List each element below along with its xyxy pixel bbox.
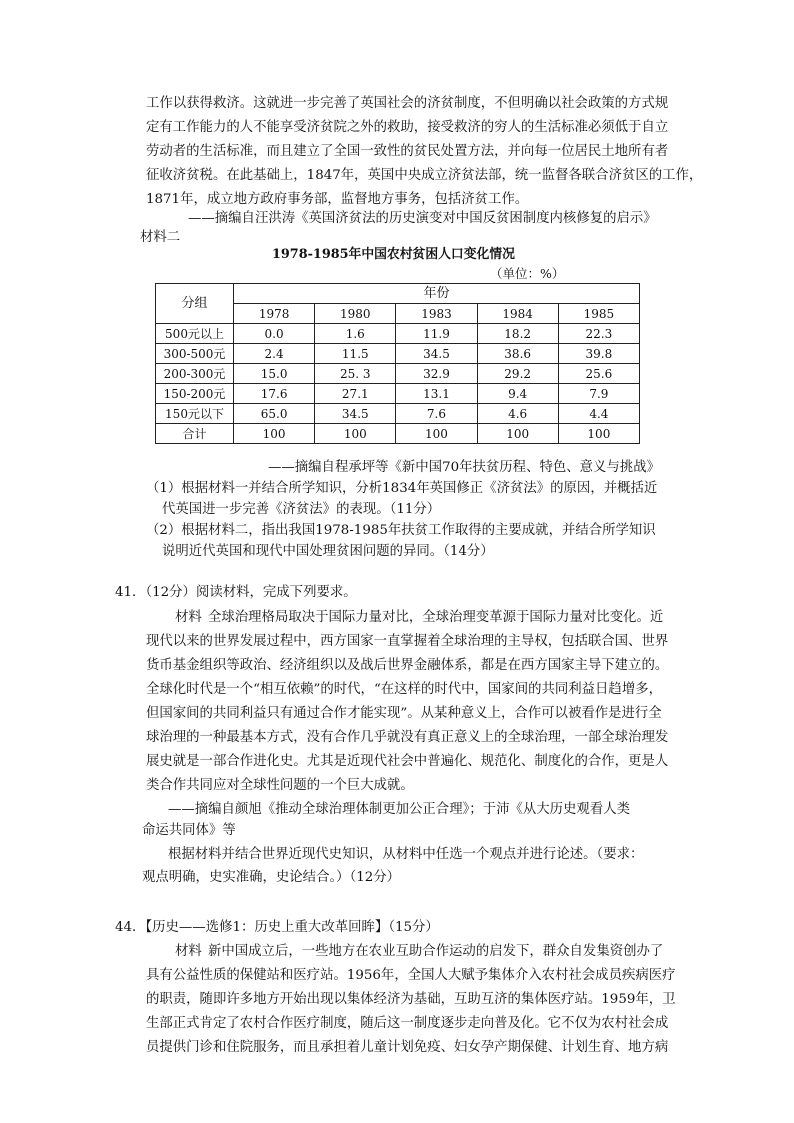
table-row: [156, 364, 640, 384]
group-cell: 300-500元: [156, 344, 234, 364]
material1-line: 1871年，成立地方政府事务部，监督地方事务，包括济贫工作。: [146, 192, 529, 207]
q41-line: 全球化时代是一个“相互依赖”的时代，“在这样的时代中，国家间的共同利益日趋增多，: [146, 682, 662, 697]
table-row: [156, 324, 640, 344]
value-cell: 9.4: [477, 384, 558, 404]
q44-line: 新中国成立后，一些地方在农业互助合作运动的启发下，群众自发集资创办了: [208, 944, 664, 959]
value-cell: 27.1: [315, 384, 396, 404]
q44-line: 具有公益性质的保健站和医疗站。1956年，全国人大赋予集体介入农村社会成员疾病医疗: [146, 968, 676, 983]
material1-line: 工作以获得救济。这就进一步完善了英国社会的济贫制度，不但明确以社会政策的方式规: [146, 96, 669, 111]
group-cell: 200-300元: [156, 364, 234, 384]
q41-line: 球治理的一种最基本方式，没有合作几乎就没有真正意义上的全球治理，一部全球治理发: [146, 730, 669, 745]
material2-source: ——摘编自程承坪等《新中国70年扶贫历程、特色、意义与挑战》: [268, 460, 660, 475]
value-cell: 39.8: [558, 344, 639, 364]
material1-line: 征收济贫税。在此基础上，1847年，英国中央成立济贫法部，统一监督各联合济贫区的工作，: [146, 168, 703, 183]
question-2-line1: （2）根据材料二，指出我国1978-1985年扶贫工作取得的主要成就，并结合所学知识: [146, 523, 656, 538]
group-cell: 150元以下: [156, 404, 234, 424]
value-cell: 100: [558, 424, 639, 444]
q41-source: 命运共同体》等: [142, 823, 236, 838]
value-cell: 38.6: [477, 344, 558, 364]
table-row: [156, 404, 640, 424]
q44-line: 生部正式肯定了农村合作医疗制度，随后这一制度逐步走向普及化。它不仅为农村社会成: [146, 1016, 669, 1031]
value-cell: 34.5: [315, 404, 396, 424]
value-cell: 25.6: [558, 364, 639, 384]
value-cell: 15.0: [234, 364, 315, 384]
q44-material-label: 材料: [175, 944, 202, 959]
value-cell: 11.9: [396, 324, 477, 344]
table-title: 1978-1985年中国农村贫困人口变化情况: [272, 247, 515, 262]
value-cell: 18.2: [477, 324, 558, 344]
q41-line: 货币基金组织等政治、经济组织以及战后世界金融体系，都是在西方国家主导下建立的。: [146, 658, 669, 673]
q41-task: 根据材料并结合世界近现代史知识，从材料中任选一个观点并进行论述。（要求：: [168, 847, 644, 862]
value-cell: 2.4: [234, 344, 315, 364]
value-cell: 13.1: [396, 384, 477, 404]
value-cell: 100: [315, 424, 396, 444]
question-1-line1: （1）根据材料一并结合所学知识，分析1834年英国修正《济贫法》的原因，并概括近: [146, 481, 658, 496]
table-row: [156, 424, 640, 444]
q41-line: 但国家间的共同利益只有通过合作才能实现”。从某种意义上，合作可以被看作是进行全: [146, 706, 662, 721]
value-cell: 4.6: [477, 404, 558, 424]
table-row: [156, 384, 640, 404]
q44-line: 员提供门诊和住院服务，而且承担着儿童计划免疫、妇女孕产期保健、计划生育、地方病: [146, 1040, 669, 1055]
material2-label: 材料二: [140, 230, 181, 245]
value-cell: 7.9: [558, 384, 639, 404]
value-cell: 0.0: [234, 324, 315, 344]
q41-source: ——摘编自颜旭《推动全球治理体制更加公正合理》；于沛《从大历史观看人类: [168, 802, 630, 817]
year-cell: 1983: [396, 304, 477, 324]
q41-line: 现代以来的世界发展过程中，西方国家一直掌握着全球治理的主导权，包括联合国、世界: [146, 634, 669, 649]
value-cell: 100: [477, 424, 558, 444]
year-cell: 1980: [315, 304, 396, 324]
material1-line: 劳动者的生活标准，而且建立了全国一致性的贫民处置方法，并向每一位居民土地所有者: [146, 144, 669, 159]
year-cell: 1985: [558, 304, 639, 324]
q41-line: 类合作共同应对全球性问题的一个巨大成就。: [146, 778, 414, 793]
value-cell: 34.5: [396, 344, 477, 364]
year-cell: 1978: [234, 304, 315, 324]
value-cell: 11.5: [315, 344, 396, 364]
material1-line: 定有工作能力的人不能享受济贫院之外的救助，接受救济的穷人的生活标准必须低于自立: [146, 120, 669, 135]
value-cell: 29.2: [477, 364, 558, 384]
q41-material-label: 材料: [175, 610, 202, 625]
q41-line: 全球治理格局取决于国际力量对比，全球治理变革源于国际力量对比变化。近: [208, 610, 664, 625]
value-cell: 17.6: [234, 384, 315, 404]
q44-line: 的职责，随即许多地方开始出现以集体经济为基础，互助互济的集体医疗站。1959年，卫: [146, 992, 676, 1007]
q44-heading: 44．【历史——选修1：历史上重大改革回眸】（15分）: [115, 920, 439, 935]
question-1-line2: 代英国进一步完善《济贫法》的表现。（11分）: [162, 502, 441, 517]
q41-heading: 41．（12分）阅读材料，完成下列要求。: [115, 585, 357, 600]
value-cell: 22.3: [558, 324, 639, 344]
value-cell: 65.0: [234, 404, 315, 424]
poverty-table: [155, 283, 640, 444]
value-cell: 4.4: [558, 404, 639, 424]
header-group-cell: 分组: [156, 284, 234, 324]
q41-line: 展史就是一部合作进化史。尤其是近现代社会中普遍化、规范化、制度化的合作，更是人: [146, 754, 669, 769]
value-cell: 7.6: [396, 404, 477, 424]
value-cell: 1.6: [315, 324, 396, 344]
group-cell: 150-200元: [156, 384, 234, 404]
value-cell: 100: [396, 424, 477, 444]
question-2-line2: 说明近代英国和现代中国处理贫困问题的异同。（14分）: [162, 544, 494, 559]
material1-source: ——摘编自汪洪涛《英国济贫法的历史演变对中国反贫困制度内核修复的启示》: [188, 211, 657, 226]
group-cell: 合计: [156, 424, 234, 444]
table-header-row: [156, 284, 640, 304]
group-cell: 500元以上: [156, 324, 234, 344]
q41-task: 观点明确，史实准确，史论结合。）（12分）: [142, 870, 401, 885]
value-cell: 32.9: [396, 364, 477, 384]
table-unit: （单位：%）: [490, 266, 565, 281]
year-cell: 1984: [477, 304, 558, 324]
value-cell: 25. 3: [315, 364, 396, 384]
table-row: [156, 344, 640, 364]
value-cell: 100: [234, 424, 315, 444]
header-year-cell: 年份: [234, 284, 640, 304]
